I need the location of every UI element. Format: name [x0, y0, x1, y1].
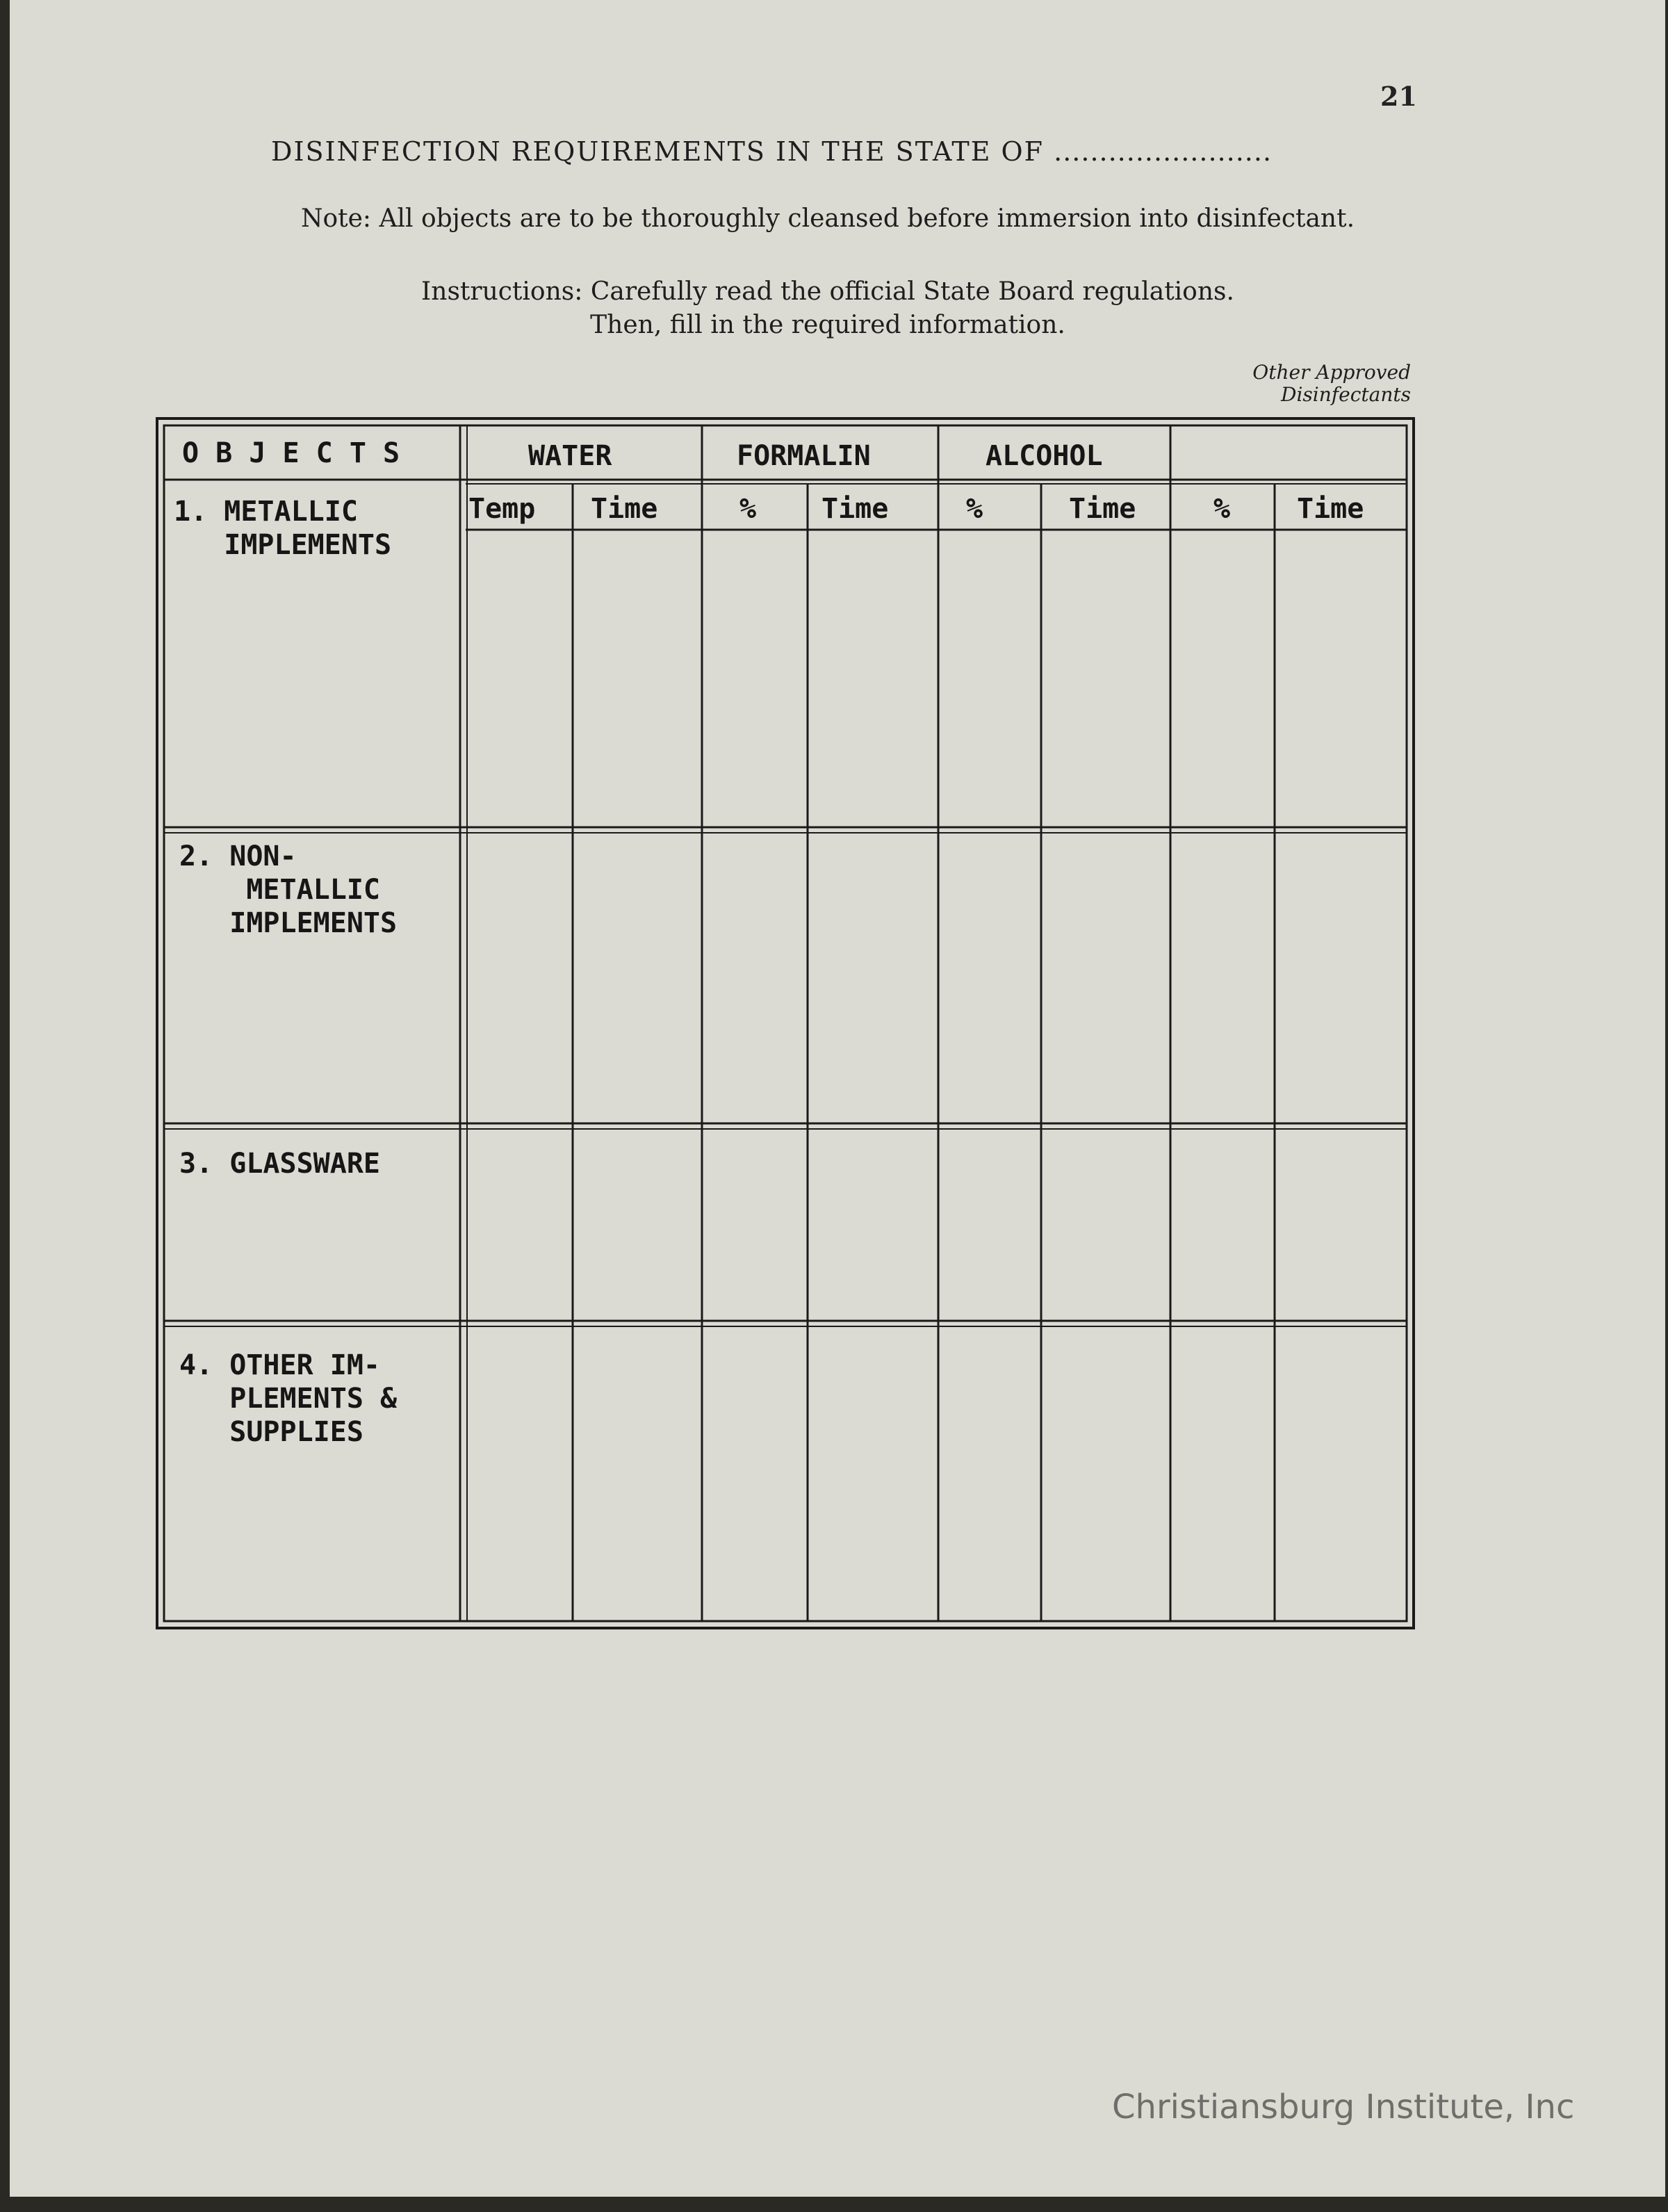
subheader-other-percent: % — [1213, 493, 1231, 525]
other-approved-line-1: Other Approved — [1252, 361, 1411, 384]
instructions-line-1: Instructions: Carefully read the official State Board regulations. — [421, 277, 1234, 306]
row-label-non-metallic-implements: 2. NON- METALLIC IMPLEMENTS — [179, 840, 398, 939]
form-title-text: DISINFECTION REQUIREMENTS IN THE STATE OF — [271, 136, 1045, 167]
row-label-metallic-implements: 1. METALLIC IMPLEMENTS — [174, 496, 392, 561]
subheader-formalin-time: Time — [821, 493, 889, 525]
state-blank: ........................ — [1054, 136, 1273, 167]
subheader-water-temp: Temp — [468, 493, 536, 525]
subheader-other-time: Time — [1297, 493, 1364, 525]
subheader-alcohol-time: Time — [1069, 493, 1136, 525]
subheader-formalin-percent: % — [739, 493, 757, 525]
instructions-line-2: Then, fill in the required information. — [590, 311, 1065, 339]
page-number: 21 — [1380, 81, 1417, 112]
note-text: Note: All objects are to be thoroughly cleansed before immersion into disinfectant. — [300, 204, 1355, 233]
header-formalin: FORMALIN — [737, 440, 871, 472]
subheader-alcohol-percent: % — [966, 493, 983, 525]
watermark: Christiansburg Institute, Inc — [1112, 2088, 1575, 2126]
header-alcohol: ALCOHOL — [986, 440, 1103, 472]
row-label-other-implements-supplies: 4. OTHER IM- PLEMENTS & SUPPLIES — [179, 1349, 398, 1448]
header-objects: O B J E C T S — [182, 437, 400, 469]
row-label-glassware: 3. GLASSWARE — [179, 1148, 380, 1180]
header-water: WATER — [528, 440, 612, 472]
other-approved-line-2: Disinfectants — [1281, 383, 1411, 406]
subheader-water-time: Time — [591, 493, 658, 525]
